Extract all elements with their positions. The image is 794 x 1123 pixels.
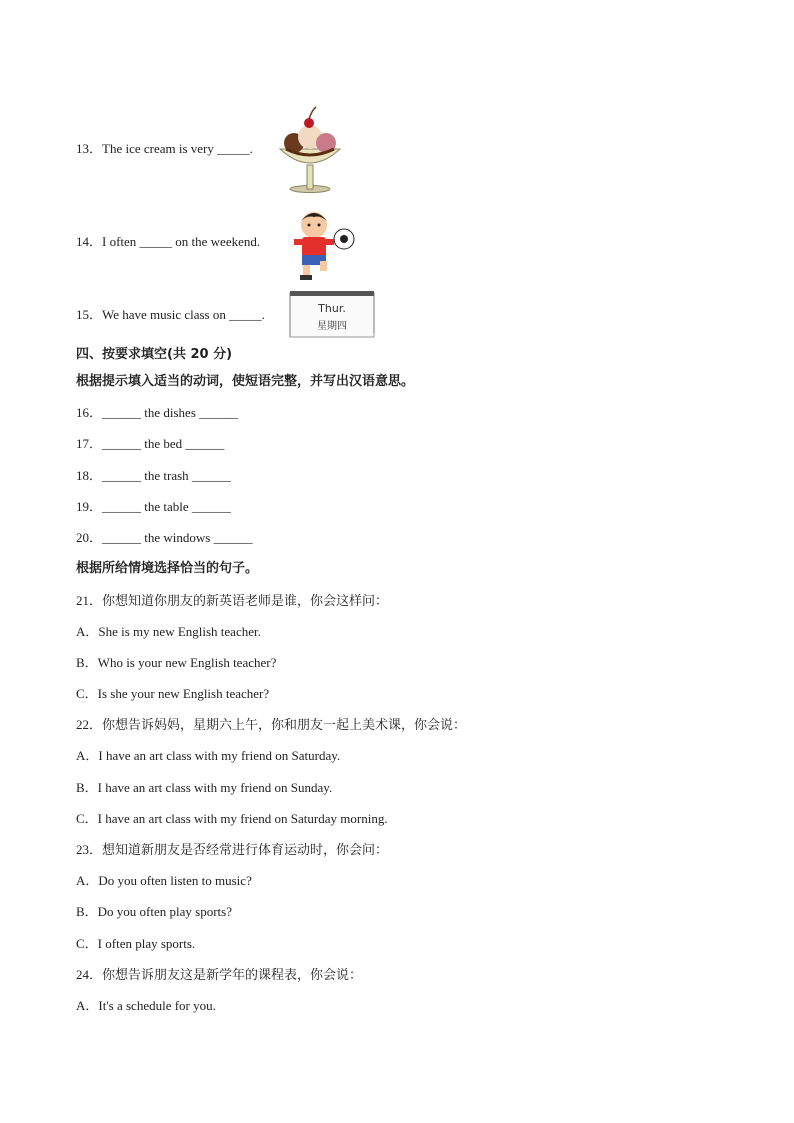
calendar-image (288, 289, 376, 339)
calendar-day-chinese: 星期四 (317, 321, 347, 332)
question-22-option-c: C．I have an art class with my friend on Saturday morning. (76, 811, 388, 826)
question-21-option-a: A．She is my new English teacher. (76, 624, 261, 639)
question-23-option-b: B．Do you often play sports? (76, 904, 232, 919)
section-4-instruction: 根据提示填入适当的动词，使短语完整，并写出汉语意思。 (76, 374, 415, 389)
section-4-title: 四、按要求填空(共 20 分) (76, 347, 233, 362)
question-22-option-b: B．I have an art class with my friend on Sunday. (76, 780, 333, 795)
question-21-option-b: B．Who is your new English teacher? (76, 655, 277, 670)
situation-instruction: 根据所给情境选择恰当的句子。 (76, 561, 259, 576)
question-15: 15．We have music class on _____. (76, 307, 265, 322)
question-22-option-a: A．I have an art class with my friend on Saturday. (76, 748, 341, 763)
calendar-day-label: Thur. (318, 302, 346, 315)
question-23-option-a: A．Do you often listen to music? (76, 873, 252, 888)
question-21-option-c: C．Is she your new English teacher? (76, 686, 270, 701)
question-24-option-a: A．It's a schedule for you. (76, 998, 216, 1013)
question-22: 22．你想告诉妈妈，星期六上午，你和朋友一起上美术课，你会说： (76, 717, 467, 732)
question-16: 16．______ the dishes ______ (76, 405, 239, 420)
question-24: 24．你想告诉朋友这是新学年的课程表，你会说： (76, 967, 363, 982)
question-21: 21．你想知道你朋友的新英语老师是谁，你会这样问： (76, 593, 389, 608)
ice-cream-sundae-image (276, 105, 344, 193)
question-14: 14．I often _____ on the weekend. (76, 234, 261, 249)
question-17: 17．______ the bed ______ (76, 436, 225, 451)
boy-playing-soccer-image (280, 205, 358, 283)
question-18: 18．______ the trash ______ (76, 468, 231, 483)
question-19: 19．______ the table ______ (76, 499, 231, 514)
question-23: 23．想知道新朋友是否经常进行体育运动时，你会问： (76, 842, 389, 857)
question-23-option-c: C．I often play sports. (76, 936, 196, 951)
question-20: 20．______ the windows ______ (76, 530, 253, 545)
question-13: 13．The ice cream is very _____. (76, 141, 253, 156)
